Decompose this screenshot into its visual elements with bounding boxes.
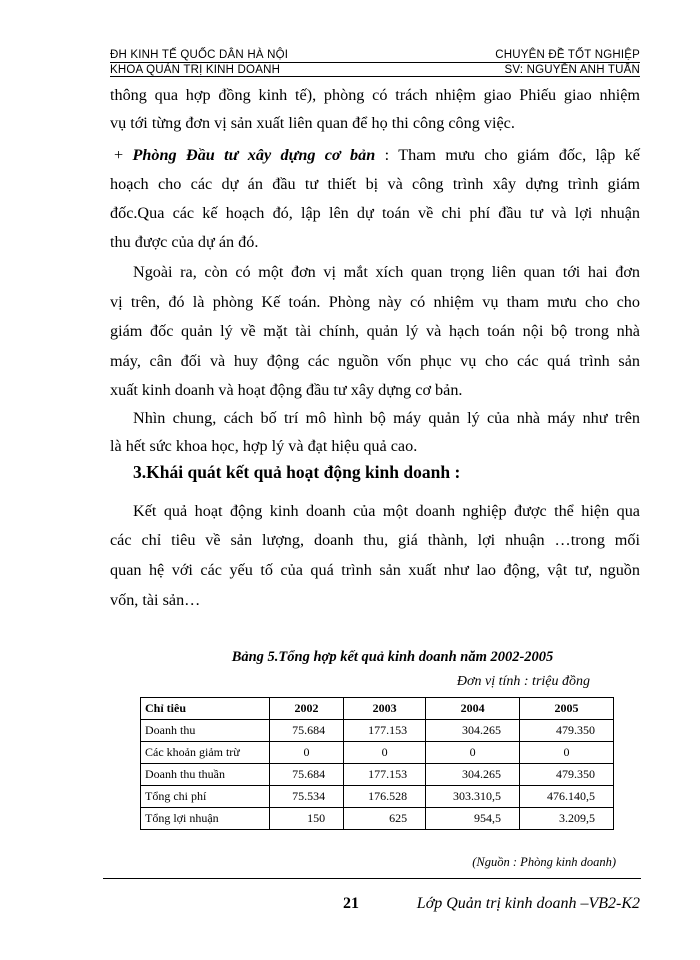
- cell: 303.310,5: [426, 786, 520, 808]
- row-label: Doanh thu thuần: [141, 764, 270, 786]
- body-line: đốc.Qua các kế hoạch đó, lập lên dự toán về chi phí đầu tư và lợi nhuận: [110, 204, 640, 222]
- cell: 625: [344, 808, 426, 830]
- body-line: giám đốc quản lý về mặt tài chính, quản lý và hạch toán nội bộ trong nhà: [110, 322, 640, 340]
- section-heading: 3.Khái quát kết quả hoạt động kinh doanh :: [133, 462, 461, 482]
- header-line-1: [110, 48, 640, 62]
- cell: 150: [270, 808, 344, 830]
- cell: 176.528: [344, 786, 426, 808]
- header-cell: Chỉ tiêu: [141, 698, 270, 720]
- table-unit: Đơn vị tính : triệu đồng: [456, 674, 590, 689]
- body-line: các chỉ tiêu về sản lượng, doanh thu, giá thành, lợi nhuận …trong mối: [110, 531, 640, 549]
- header-line-2: [110, 63, 640, 77]
- department-name: Phòng Đầu tư xây dựng cơ bản: [132, 146, 376, 164]
- body-line: vụ tới từng đơn vị sản xuất liên quan để họ thi công công việc.: [110, 114, 515, 132]
- cell: 479.350: [520, 720, 614, 742]
- cell: 954,5: [426, 808, 520, 830]
- header-doc-type: CHUYÊN ĐỀ TỐT NGHIỆP: [495, 49, 640, 61]
- body-line: máy, cân đối và huy động các nguồn vốn phục vụ cho các quá trình sản: [110, 352, 640, 370]
- bullet-plus: +: [114, 146, 133, 164]
- table-row: [141, 786, 614, 808]
- body-line: thu được của dự án đó.: [110, 233, 259, 251]
- table-caption: Bảng 5.Tổng hợp kết quả kinh doanh năm 2002-2005: [231, 649, 554, 665]
- body-line: vốn, tài sản…: [110, 591, 201, 609]
- header-cell: 2004: [426, 698, 520, 720]
- cell: 0: [270, 742, 344, 764]
- results-table: [140, 697, 614, 830]
- cell: 177.153: [344, 764, 426, 786]
- row-label: Doanh thu: [141, 720, 270, 742]
- body-line: Kết quả hoạt động kinh doanh của một doanh nghiệp được thể hiện qua: [133, 502, 640, 520]
- footer-rule: [103, 878, 641, 879]
- cell: 75.684: [270, 764, 344, 786]
- table-row: [141, 742, 614, 764]
- body-line: vị trên, đó là phòng Kế toán. Phòng này có nhiệm vụ tham mưu cho cho: [110, 293, 640, 311]
- body-line: thông qua hợp đồng kinh tế), phòng có trách nhiệm giao Phiếu giao nhiệm: [110, 86, 640, 104]
- page-number: 21: [343, 895, 359, 912]
- header-cell: 2002: [270, 698, 344, 720]
- cell: 177.153: [344, 720, 426, 742]
- header-rule-2: [110, 76, 640, 77]
- cell: 304.265: [426, 764, 520, 786]
- body-line: là hết sức khoa học, hợp lý và đạt hiệu quả cao.: [110, 437, 418, 455]
- cell: 479.350: [520, 764, 614, 786]
- row-label: Tổng lợi nhuận: [141, 808, 270, 830]
- cell: 3.209,5: [520, 808, 614, 830]
- cell: 0: [520, 742, 614, 764]
- body-text: : Tham mưu cho giám đốc, lập kế: [375, 146, 640, 164]
- table-row: [141, 720, 614, 742]
- body-line: xuất kinh doanh và hoạt động đầu tư xây dựng cơ bản.: [110, 381, 463, 399]
- header-cell: 2003: [344, 698, 426, 720]
- paragraph-phong-dau-tu: [114, 145, 640, 165]
- table-row: [141, 808, 614, 830]
- footer-class: Lớp Quản trị kinh doanh –VB2-K2: [416, 895, 640, 912]
- body-line: Nhìn chung, cách bố trí mô hình bộ máy quản lý của nhà máy như trên: [133, 409, 640, 427]
- cell: 476.140,5: [520, 786, 614, 808]
- cell: 75.684: [270, 720, 344, 742]
- cell: 0: [344, 742, 426, 764]
- row-label: Tổng chi phí: [141, 786, 270, 808]
- header-student: SV: NGUYỄN ANH TUẤN: [504, 64, 640, 76]
- body-line: hoạch cho các dự án đầu tư thiết bị và công trình xây dựng trình giám: [110, 175, 640, 193]
- table-source: (Nguồn : Phòng kinh doanh): [472, 855, 616, 869]
- cell: 304.265: [426, 720, 520, 742]
- cell: 0: [426, 742, 520, 764]
- table-header-row: [141, 698, 614, 720]
- table-row: [141, 764, 614, 786]
- cell: 75.534: [270, 786, 344, 808]
- header-cell: 2005: [520, 698, 614, 720]
- header-university: ĐH KINH TẾ QUỐC DÂN HÀ NỘI: [110, 49, 289, 61]
- body-line: quan hệ với các yếu tố của quá trình sản xuất như lao động, vật tư, nguồn: [110, 561, 640, 579]
- row-label: Các khoản giảm trừ: [141, 742, 270, 764]
- header-faculty: KHOA QUẢN TRỊ KINH DOANH: [110, 64, 281, 76]
- body-line: Ngoài ra, còn có một đơn vị mắt xích quan trọng liên quan tới hai đơn: [133, 263, 640, 281]
